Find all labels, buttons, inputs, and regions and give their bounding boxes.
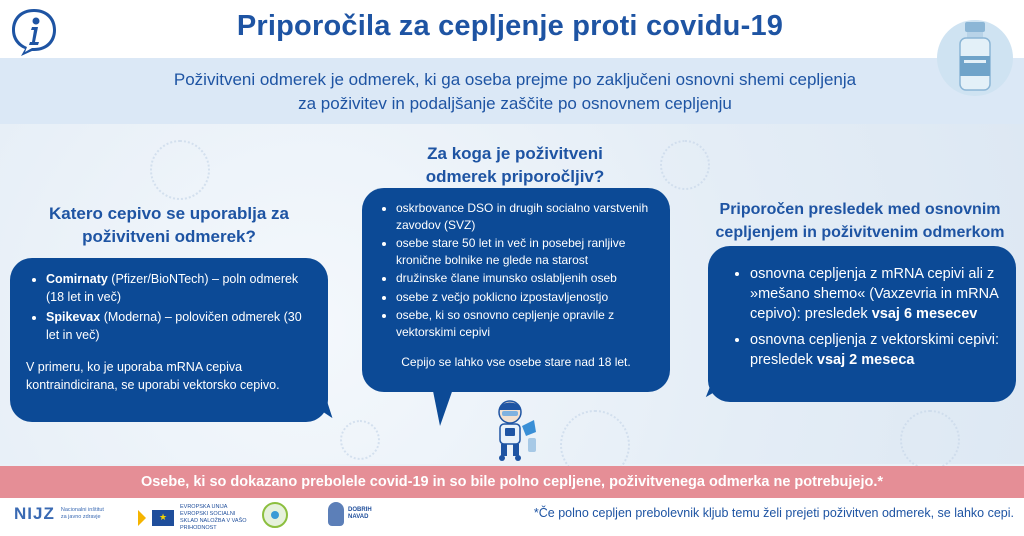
nijz-logo-text: Nacionalni inštitut za javno zdravje [60, 507, 104, 520]
left-heading-line-2: poživitveni odmerek? [82, 227, 256, 246]
navad-logo-text: DOBRIH NAVAD [348, 507, 372, 520]
dobrih-navad-logo [328, 502, 388, 526]
speech-tail [432, 386, 454, 426]
subtitle [120, 68, 910, 116]
virus-decoration-icon [150, 140, 210, 200]
vaccine-list [26, 270, 314, 344]
esf-arrow-icon [138, 510, 146, 526]
virus-decoration-icon [340, 420, 380, 460]
middle-heading-line-1: Za koga je poživitveni [427, 144, 603, 163]
groups-list [376, 200, 656, 340]
subtitle-line-2: za poživitev in podaljšanje zaščite po osnovnem cepljenju [298, 94, 732, 113]
vaccine-detail: (Pfizer/BioNTech) – poln odmerek (18 let in več) [46, 272, 299, 304]
eu-flag-icon [152, 510, 174, 526]
virus-decoration-icon [660, 140, 710, 190]
middle-heading [380, 142, 650, 188]
vaccine-name: Spikevax [46, 310, 101, 324]
partner-seal-icon [262, 502, 288, 528]
nijz-logo [14, 504, 107, 524]
nijz-logo-mark: NIJZ [14, 504, 55, 523]
interval-list [730, 264, 1002, 370]
list-item: • osebe z večjo poklicno izpostavljenostjo [396, 289, 656, 306]
vaccine-name: Comirnaty [46, 272, 108, 286]
list-item [750, 264, 1002, 324]
interval-bubble [708, 246, 1016, 402]
interval-value: vsaj 2 meseca [816, 352, 915, 368]
right-heading-line-2: cepljenjem in poživitvenim odmerkom [715, 224, 1005, 241]
eu-logo-text: EVROPSKA UNIJA EVROPSKI SOCIALNI SKLAD NALOŽBA V VAŠO PRIHODNOST [180, 504, 247, 531]
list-item [46, 270, 314, 306]
vaccine-types-bubble [10, 258, 328, 422]
recovered-notice-banner: Osebe, ki so dokazano prebolele covid-19 in so bile polno cepljene, poživitvenega odmerka ne potrebujejo.* [0, 466, 1024, 498]
list-item: • družinske člane imunsko oslabljenih oseb [396, 270, 656, 287]
virus-decoration-icon [900, 410, 960, 470]
eu-logo [138, 504, 250, 532]
interval-detail: osnovna cepljenja z vektorskimi cepivi: presledek [750, 332, 1000, 368]
right-heading [696, 198, 1024, 244]
age-note: Cepijo se lahko vse osebe stare nad 18 let. [401, 355, 631, 369]
mascot-figure-icon [328, 502, 344, 526]
list-item [46, 308, 314, 344]
footnote: *Če polno cepljen prebolevnik kljub temu želi prejeti poživitven odmerek, se lahko cepi. [533, 506, 1014, 520]
vaccine-vial-icon [936, 12, 1014, 104]
middle-heading-line-2: odmerek priporočljiv? [425, 167, 605, 186]
list-item: • osebe, ki so osnovno cepljenje opravile z vektorskimi cepivi [396, 307, 656, 340]
robot-mascot-icon [490, 398, 544, 464]
list-item: • oskrbovance DSO in drugih socialno varstvenih zavodov (SVZ) [396, 200, 656, 233]
interval-detail: osnovna cepljenja z mRNA cepivi ali z »mešano shemo« (Vaxzevria in mRNA cepivo): presledek [750, 266, 998, 322]
info-icon [8, 6, 60, 58]
vaccine-detail: (Moderna) – polovičen odmerek (30 let in več) [46, 310, 302, 342]
left-heading [14, 202, 324, 248]
page-title: Priporočila za cepljenje proti covidu-19 [236, 10, 784, 42]
left-heading-line-1: Katero cepivo se uporablja za [49, 204, 289, 223]
list-item: • osebe stare 50 let in več in posebej ranljive kronične bolnike ne glede na starost [396, 235, 656, 268]
recommended-groups-bubble [362, 188, 670, 392]
list-item [750, 330, 1002, 370]
vaccine-note: V primeru, ko je uporaba mRNA cepiva kontraindicirana, se uporabi vektorsko cepivo. [26, 360, 280, 392]
interval-value: vsaj 6 mesecev [871, 306, 978, 322]
right-heading-line-1: Priporočen presledek med osnovnim [719, 201, 1001, 218]
subtitle-line-1: Poživitveni odmerek je odmerek, ki ga oseba prejme po zaključeni osnovni shemi cepljenja [173, 70, 857, 89]
